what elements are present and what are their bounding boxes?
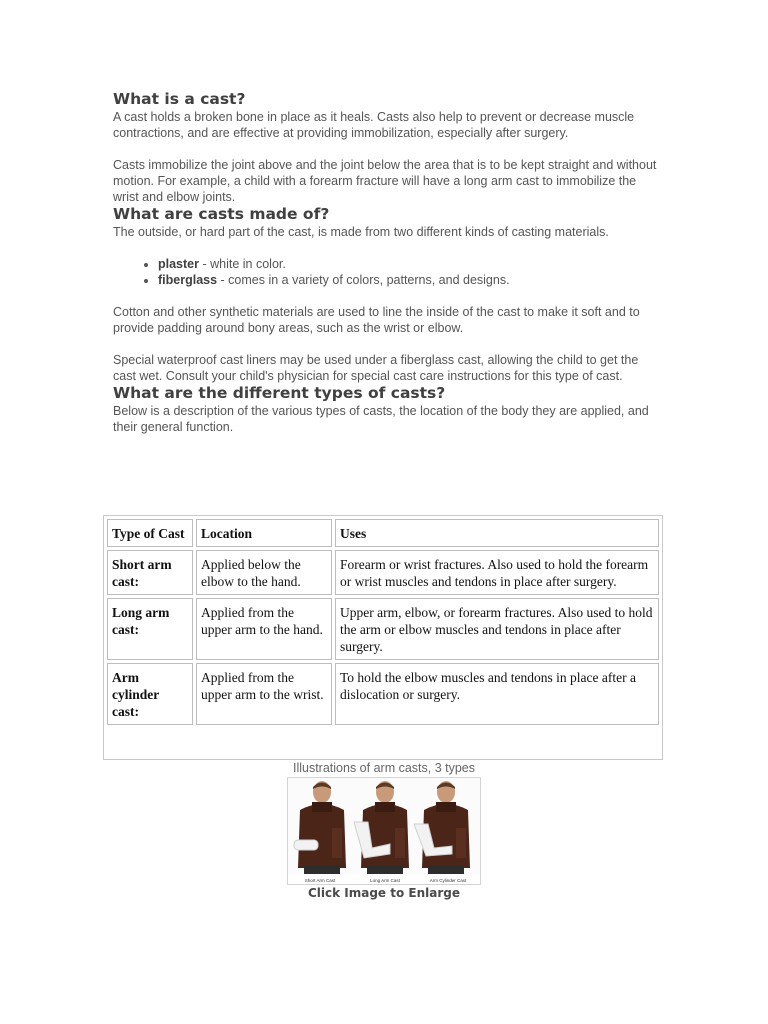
- cast-types-table: [103, 515, 663, 760]
- header-cell: Location: [196, 519, 332, 547]
- list-term: fiberglass: [158, 273, 218, 287]
- materials-list: [113, 256, 661, 288]
- paragraph: Special waterproof cast liners may be used under a fiberglass cast, allowing the child to get the cast wet. Consult your child's physician for special cast care instructions for this type of cast.: [113, 353, 639, 383]
- cell-uses: To hold the elbow muscles and tendons in place after a dislocation or surgery.: [335, 663, 659, 725]
- panel-label: Arm Cylinder Cast: [429, 878, 467, 883]
- list-term: plaster: [158, 257, 199, 271]
- heading-what-are-casts-made-of: What are casts made of?: [113, 205, 330, 223]
- panel-label: Long Arm Cast: [370, 878, 400, 883]
- long-arm-cast-figure: [354, 781, 409, 876]
- table-row: [107, 663, 659, 725]
- heading-what-is-a-cast: What is a cast?: [113, 90, 246, 108]
- cell-location: Applied below the elbow to the hand.: [196, 550, 332, 595]
- heading-types-of-casts: What are the different types of casts?: [113, 384, 446, 402]
- panel-label: Short Arm Cast: [304, 878, 336, 883]
- paragraph: Cotton and other synthetic materials are used to line the inside of the cast to make it soft and to provide padding around bony areas, such as the wrist or elbow.: [113, 305, 640, 335]
- paragraph: Casts immobilize the joint above and the joint below the area that is to be kept straight and without motion. For example, a child with a forearm fracture will have a long arm cast to immobilize the wrist and elbow joints.: [113, 158, 657, 204]
- paragraph: A cast holds a broken bone in place as it heals. Casts also help to prevent or decrease muscle contractions, and are effective at providing immobilization, especially after surgery.: [113, 110, 635, 140]
- list-item: [158, 256, 661, 272]
- header-cell: Uses: [335, 519, 659, 547]
- list-text: - white in color.: [199, 257, 286, 271]
- header-cell: Type of Cast: [107, 519, 193, 547]
- cell-type: Long arm cast:: [107, 598, 193, 660]
- cell-location: Applied from the upper arm to the hand.: [196, 598, 332, 660]
- paragraph: The outside, or hard part of the cast, is made from two different kinds of casting materials.: [113, 225, 609, 239]
- cell-location: Applied from the upper arm to the wrist.: [196, 663, 332, 725]
- table-row: [107, 550, 659, 595]
- short-arm-cast-figure: [294, 781, 346, 876]
- click-to-enlarge-link[interactable]: Click Image to Enlarge: [307, 886, 461, 900]
- article: [113, 90, 661, 435]
- cell-type: Arm cylinder cast:: [107, 663, 193, 725]
- figure-caption: Illustrations of arm casts, 3 types: [292, 761, 475, 775]
- table-row: [107, 598, 659, 660]
- cell-uses: Forearm or wrist fractures. Also used to hold the forearm or wrist muscles and tendons in place after surgery.: [335, 550, 659, 595]
- paragraph: Below is a description of the various types of casts, the location of the body they are applied, and their general function.: [113, 404, 649, 434]
- cell-uses: Upper arm, elbow, or forearm fractures. Also used to hold the arm or elbow muscles and tendons in place after surgery.: [335, 598, 659, 660]
- table-header-row: [107, 519, 659, 547]
- arm-cylinder-cast-figure: [414, 781, 470, 876]
- list-item: [158, 272, 661, 288]
- arm-casts-illustration[interactable]: [287, 777, 481, 885]
- cell-type: Short arm cast:: [107, 550, 193, 595]
- list-text: - comes in a variety of colors, patterns, and designs.: [217, 273, 510, 287]
